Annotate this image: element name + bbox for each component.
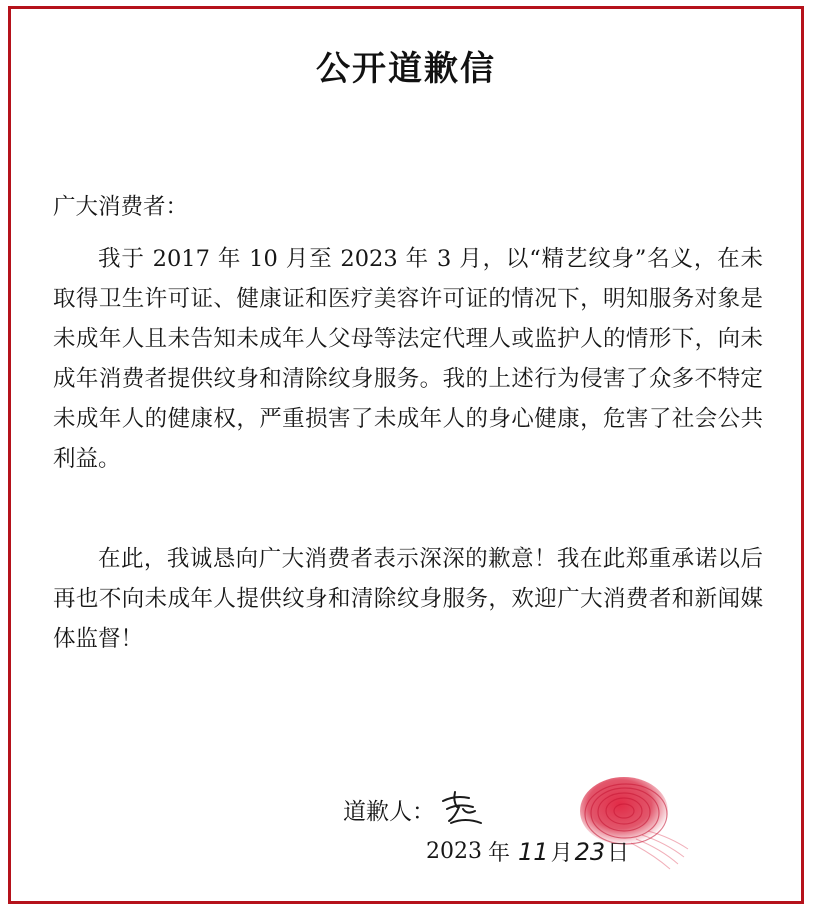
signature-label: 道歉人：	[343, 798, 435, 825]
handwritten-signature	[437, 789, 487, 829]
date-day: 23	[574, 837, 606, 866]
letter-frame	[8, 6, 804, 904]
date-month: 11	[518, 837, 549, 866]
date-month-unit: 月	[550, 841, 573, 866]
date-day-unit: 日	[607, 841, 630, 866]
date-year: 2023	[426, 839, 482, 864]
page-title: 公开道歉信	[316, 49, 496, 89]
date-year-unit: 年	[488, 841, 511, 866]
date-line	[426, 836, 629, 867]
signature-line	[343, 789, 487, 829]
paragraph-2: 在此，我诚恳向广大消费者表示深深的歉意！我在此郑重承诺以后再也不向未成年人提供纹身和清除纹身服务，欢迎广大消费者和新闻媒体监督！	[53, 546, 763, 652]
paragraph-1: 我于 2017 年 10 月至 2023 年 3 月，以“精艺纹身”名义，在未取得卫生许可证、健康证和医疗美容许可证的情况下，明知服务对象是未成年人且未告知未成年人父母等法定代理人或监护人的情形下，向未成年消费者提供纹身和清除纹身服务。我的上述行为侵害了众多不特定未成年人的健康权，严重损害了未成年人的身心健康，危害了社会公共利益。	[53, 246, 763, 472]
salutation: 广大消费者：	[53, 194, 189, 220]
